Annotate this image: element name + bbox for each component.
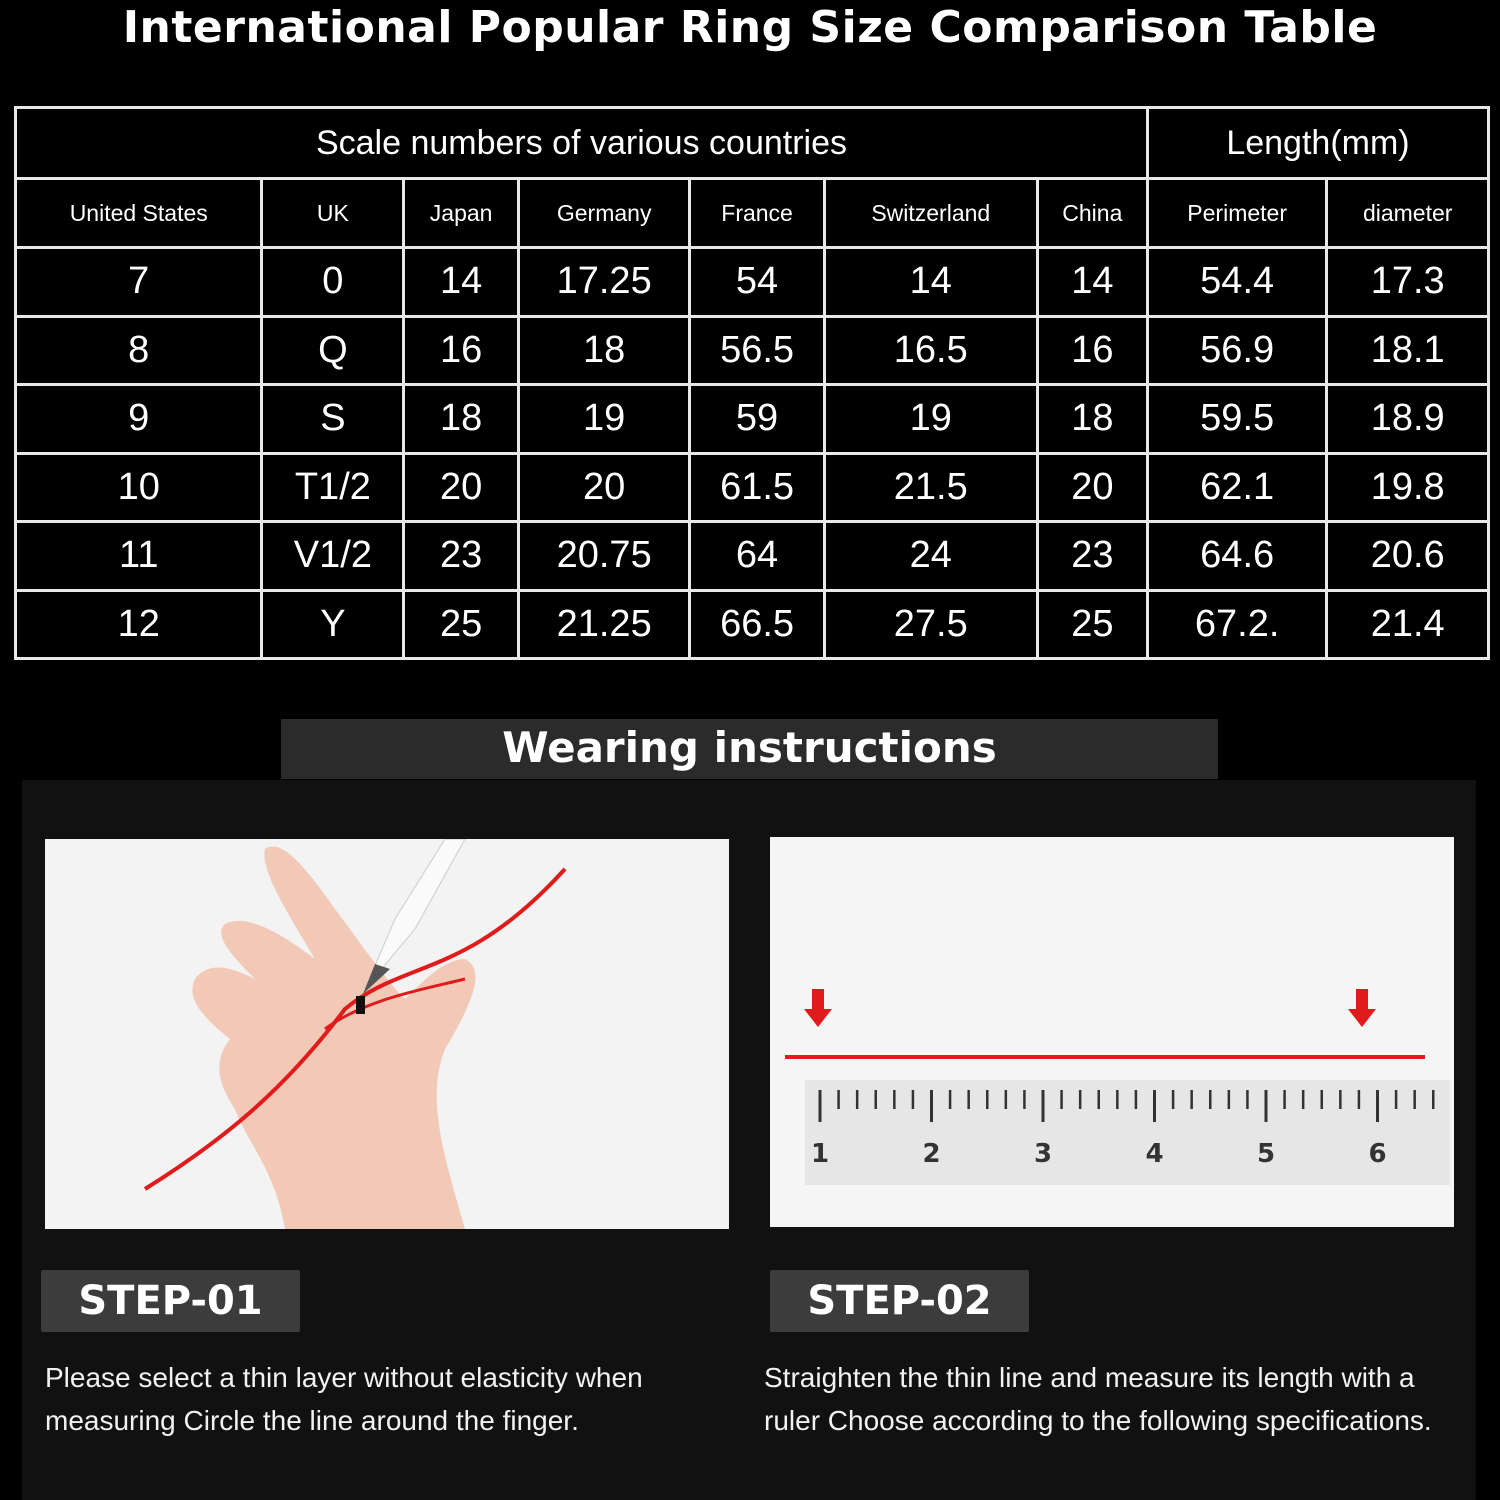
table-cell: 20	[518, 453, 689, 522]
table-cell: Y	[262, 590, 404, 659]
table-row	[16, 522, 1489, 591]
ruler-illustration	[770, 837, 1454, 1227]
table-row	[16, 385, 1489, 454]
column-header: France	[690, 179, 824, 248]
table-cell: 9	[16, 385, 262, 454]
table-cell: 21.25	[518, 590, 689, 659]
table-cell: 56.5	[690, 316, 824, 385]
table-cell: 11	[16, 522, 262, 591]
ruler-number: 3	[1033, 1139, 1053, 1169]
column-header: Perimeter	[1147, 179, 1326, 248]
table-cell: 64.6	[1147, 522, 1326, 591]
instructions-title: Wearing instructions	[281, 719, 1218, 779]
table-cell: 20.75	[518, 522, 689, 591]
table-cell: 16.5	[824, 316, 1037, 385]
table-cell: 17.3	[1327, 248, 1489, 317]
table-cell: 59.5	[1147, 385, 1326, 454]
step-01-label: STEP-01	[41, 1270, 300, 1332]
table-cell: 18.9	[1327, 385, 1489, 454]
table-cell: 56.9	[1147, 316, 1326, 385]
column-header: United States	[16, 179, 262, 248]
column-header: Japan	[404, 179, 519, 248]
table-cell: 62.1	[1147, 453, 1326, 522]
table-cell: 18.1	[1327, 316, 1489, 385]
table-cell: 23	[404, 522, 519, 591]
table-cell: 20	[1037, 453, 1147, 522]
column-header: UK	[262, 179, 404, 248]
table-cell: V1/2	[262, 522, 404, 591]
finger-measure-image	[45, 839, 729, 1229]
step-02-text: Straighten the thin line and measure its length with a ruler Choose according to the following specifications.	[764, 1362, 1432, 1436]
table-cell: 14	[404, 248, 519, 317]
table-cell: 67.2.	[1147, 590, 1326, 659]
table-cell: 18	[518, 316, 689, 385]
table-cell: 18	[404, 385, 519, 454]
table-cell: 10	[16, 453, 262, 522]
table-cell: 23	[1037, 522, 1147, 591]
table-cell: 25	[1037, 590, 1147, 659]
table-cell: 16	[404, 316, 519, 385]
table-cell: 12	[16, 590, 262, 659]
table-cell: 24	[824, 522, 1037, 591]
table-cell: 8	[16, 316, 262, 385]
table-cell: S	[262, 385, 404, 454]
table-row	[16, 248, 1489, 317]
table-cell: T1/2	[262, 453, 404, 522]
ring-size-table	[14, 106, 1490, 660]
column-header: Germany	[518, 179, 689, 248]
table-row	[16, 453, 1489, 522]
table-cell: Q	[262, 316, 404, 385]
table-cell: 7	[16, 248, 262, 317]
page-title: International Popular Ring Size Comparison Table	[122, 2, 1378, 53]
table-cell: 21.4	[1327, 590, 1489, 659]
step-02-label: STEP-02	[770, 1270, 1029, 1332]
column-header: China	[1037, 179, 1147, 248]
table-cell: 18	[1037, 385, 1147, 454]
column-header: diameter	[1327, 179, 1489, 248]
table-cell: 54	[690, 248, 824, 317]
table-cell: 19	[518, 385, 689, 454]
table-cell: 59	[690, 385, 824, 454]
table-cell: 27.5	[824, 590, 1037, 659]
table-cell: 64	[690, 522, 824, 591]
table-cell: 14	[824, 248, 1037, 317]
ruler-number: 5	[1256, 1139, 1276, 1169]
table-cell: 20.6	[1327, 522, 1489, 591]
group-header-length: Length(mm)	[1147, 108, 1488, 179]
table-cell: 16	[1037, 316, 1147, 385]
step-01-text: Please select a thin layer without elasticity when measuring Circle the line around the finger.	[45, 1362, 643, 1436]
table-cell: 54.4	[1147, 248, 1326, 317]
table-cell: 21.5	[824, 453, 1037, 522]
table-cell: 20	[404, 453, 519, 522]
table-cell: 19.8	[1327, 453, 1489, 522]
table-cell: 14	[1037, 248, 1147, 317]
hand-with-string-illustration	[45, 839, 729, 1229]
table-row	[16, 590, 1489, 659]
table-row	[16, 316, 1489, 385]
table-cell: 66.5	[690, 590, 824, 659]
ruler-number: 4	[1145, 1139, 1164, 1169]
table-cell: 61.5	[690, 453, 824, 522]
table-cell: 0	[262, 248, 404, 317]
table-cell: 17.25	[518, 248, 689, 317]
table-cell: 25	[404, 590, 519, 659]
ruler-number: 1	[810, 1139, 830, 1169]
group-header-scale: Scale numbers of various countries	[16, 108, 1148, 179]
ruler-number: 6	[1368, 1139, 1387, 1169]
ruler-number: 2	[922, 1139, 941, 1169]
ruler-measure-image	[770, 837, 1454, 1227]
column-header: Switzerland	[824, 179, 1037, 248]
table-cell: 19	[824, 385, 1037, 454]
